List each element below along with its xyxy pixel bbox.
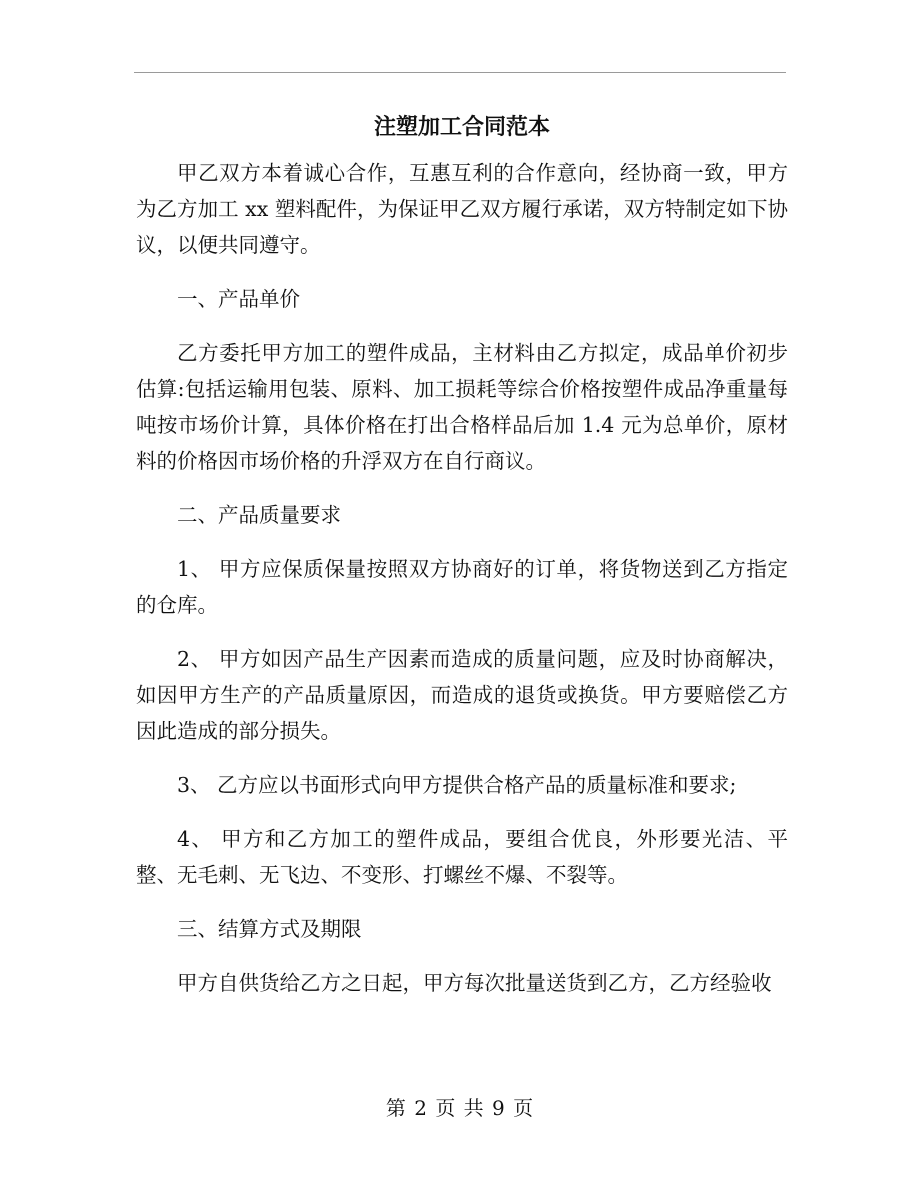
page-number: 第 2 页 共 9 页: [385, 1096, 535, 1120]
section-heading-quality: 二、产品质量要求: [177, 503, 341, 527]
quality-item-2: 2、 甲方如因产品生产因素而造成的质量问题，应及时协商解决，如因甲方生产的产品质量原因，而造成的退货或换货。甲方要赔偿乙方因此造成的部分损失。: [136, 647, 788, 743]
settlement-paragraph: 甲方自供货给乙方之日起，甲方每次批量送货到乙方，乙方经验收: [177, 971, 772, 995]
section-heading-settlement: 三、结算方式及期限: [177, 917, 362, 941]
document-body: [136, 104, 788, 1001]
section-heading-unit-price: 一、产品单价: [177, 287, 300, 311]
unit-price-paragraph: 乙方委托甲方加工的塑件成品，主材料由乙方拟定，成品单价初步估算:包括运输用包装、原料、加工损耗等综合价格按塑件成品净重量每吨按市场价计算，具体价格在打出合格样品后加 1.4 元为总单价，原材料的价格因市场价格的升浮双方在自行商议。: [136, 341, 788, 473]
quality-item-1: 1、 甲方应保质保量按照双方协商好的订单，将货物送到乙方指定的仓库。: [136, 557, 788, 617]
document-title: 注塑加工合同范本: [373, 114, 550, 140]
quality-item-4: 4、 甲方和乙方加工的塑件成品，要组合优良，外形要光洁、平整、无毛刺、无飞边、不变形、打螺丝不爆、不裂等。: [136, 827, 788, 887]
quality-item-3: 3、 乙方应以书面形式向甲方提供合格产品的质量标准和要求;: [177, 773, 737, 797]
intro-paragraph: 甲乙双方本着诚心合作，互惠互利的合作意向，经协商一致，甲方为乙方加工 xx 塑料配件，为保证甲乙双方履行承诺，双方特制定如下协议，以便共同遵守。: [136, 161, 788, 257]
header-rule: [134, 72, 786, 73]
